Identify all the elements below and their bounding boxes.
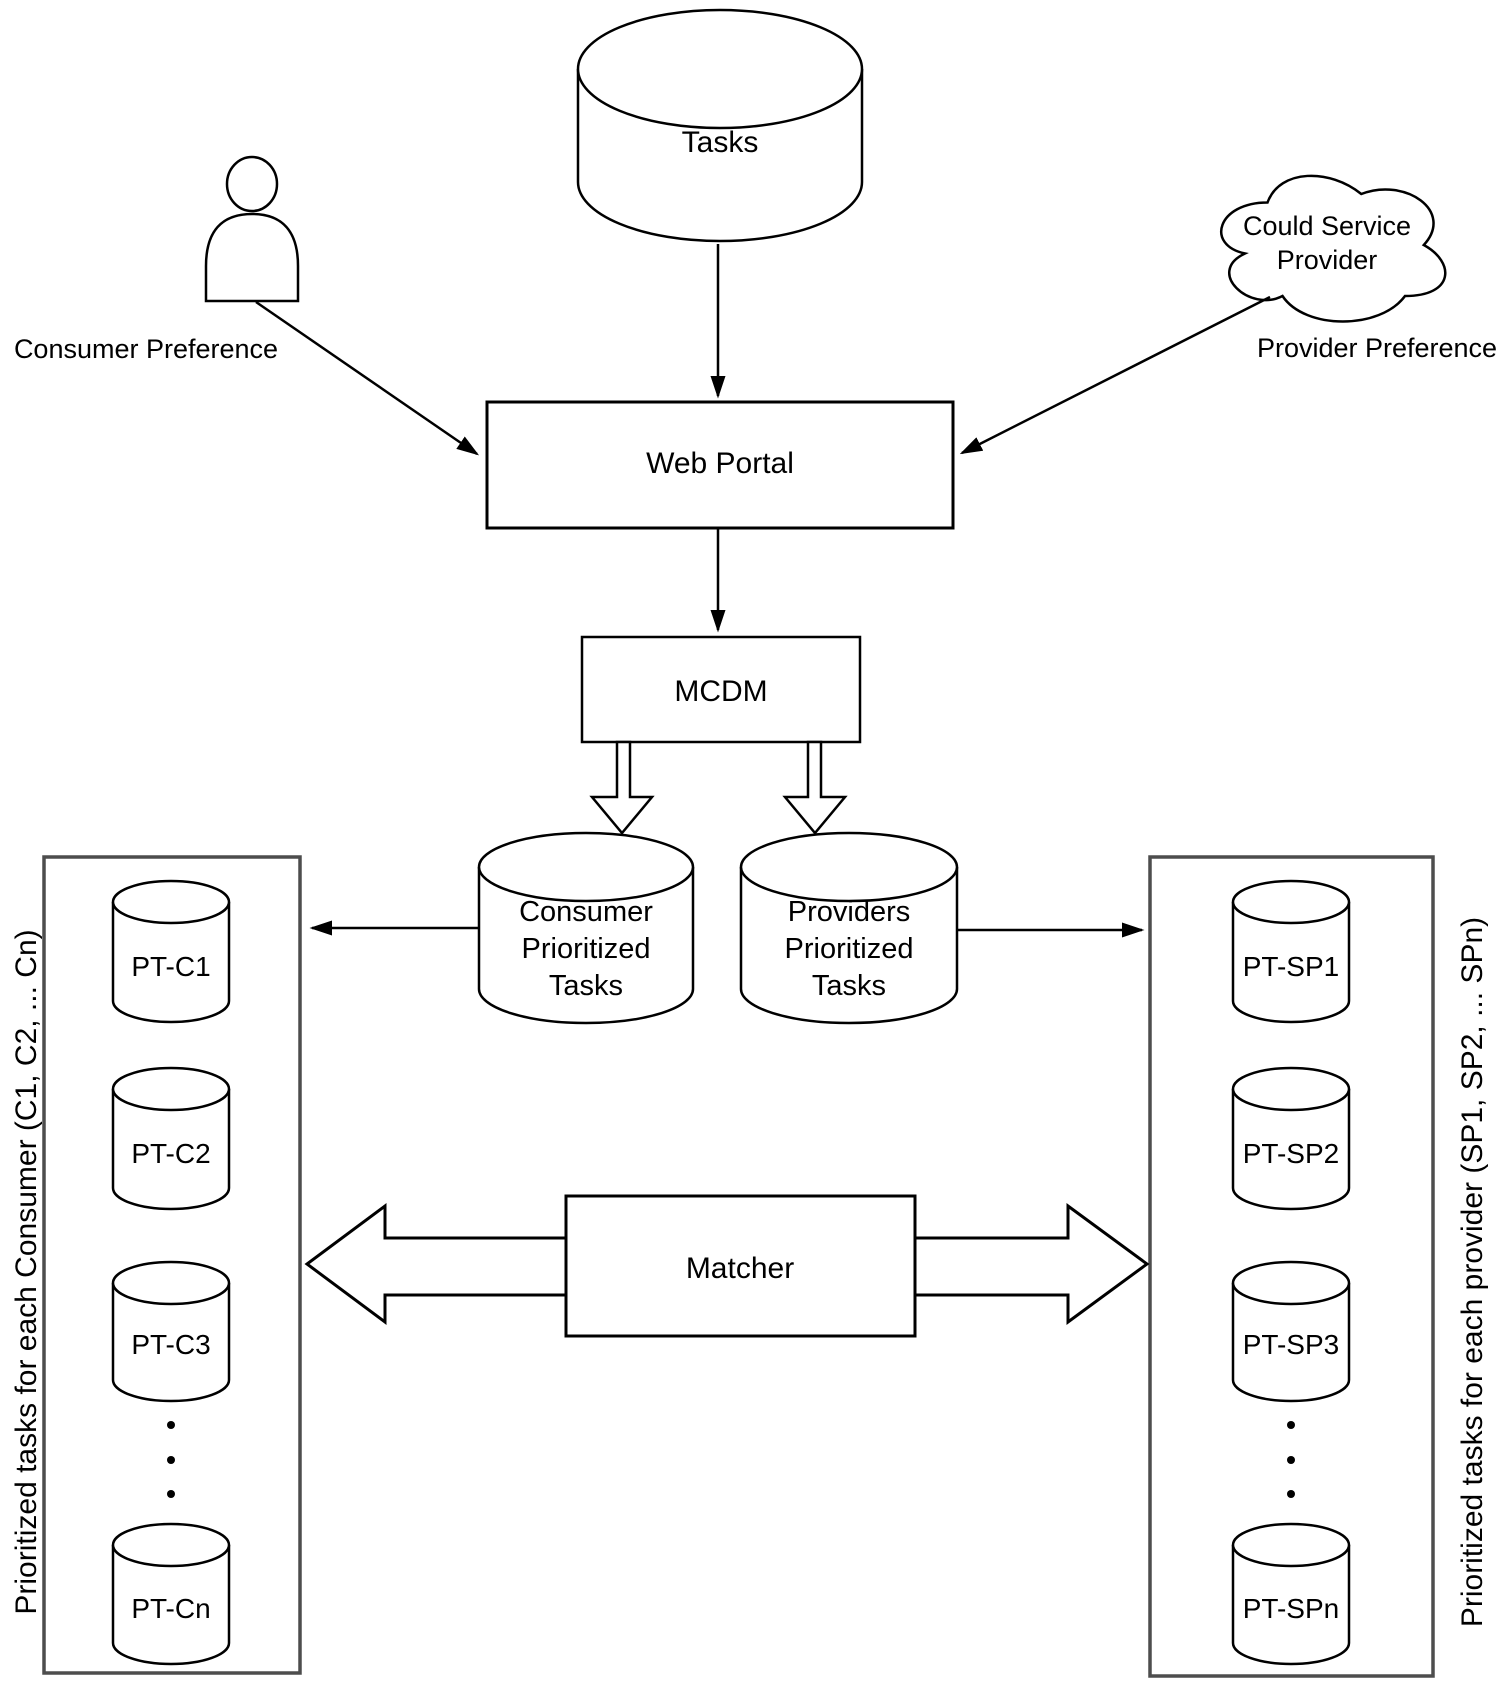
tasks-label: Tasks	[681, 126, 759, 159]
pt-sp3-cylinder	[1233, 1262, 1349, 1401]
providers-db-line1: Providers	[787, 896, 911, 928]
pt-c3-label: PT-C3	[131, 1329, 211, 1360]
cloud-icon	[1221, 176, 1445, 322]
consumer-db-line1: Consumer	[519, 896, 653, 928]
pt-cn-label: PT-Cn	[131, 1593, 211, 1624]
providers-db-line3: Tasks	[811, 970, 887, 1002]
pt-c2-cylinder	[113, 1068, 229, 1209]
provider-preference-label: Provider Preference	[1256, 333, 1498, 363]
pt-sp2-cylinder	[1233, 1068, 1349, 1209]
cloud-label-line2: Provider	[1276, 245, 1378, 275]
mcdm-label: MCDM	[674, 675, 768, 708]
consumer-prioritized-cylinder	[479, 833, 693, 1023]
arrow-provider-to-webportal	[962, 297, 1270, 453]
pt-c3-cylinder	[113, 1262, 229, 1401]
pt-cn-cylinder	[113, 1524, 229, 1664]
pt-spn-cylinder	[1233, 1524, 1349, 1664]
tasks-cylinder	[578, 10, 862, 241]
pt-sp1-label: PT-SP1	[1242, 951, 1340, 982]
pt-c1-cylinder	[113, 881, 229, 1022]
consumer-preference-label: Consumer Preference	[13, 334, 279, 364]
block-arrow-mcdm-to-providers-db	[785, 742, 845, 833]
consumer-db-line2: Prioritized	[521, 933, 651, 965]
consumer-side-label: Prioritized tasks for each Consumer (C1, C2, ... Cn)	[10, 929, 43, 1615]
cloud-label-line1: Could Service	[1242, 211, 1412, 241]
pt-spn-label: PT-SPn	[1242, 1593, 1340, 1624]
pt-sp3-label: PT-SP3	[1242, 1329, 1340, 1360]
block-arrow-mcdm-to-consumer-db	[592, 742, 652, 833]
person-icon	[206, 157, 298, 301]
pt-c2-label: PT-C2	[131, 1138, 211, 1169]
providers-db-line2: Prioritized	[784, 933, 914, 965]
matcher-block-arrow-left	[307, 1206, 566, 1322]
web-portal-label: Web Portal	[646, 447, 794, 480]
pt-c1-label: PT-C1	[131, 951, 211, 982]
pt-sp2-label: PT-SP2	[1242, 1138, 1340, 1169]
matcher-label: Matcher	[685, 1252, 795, 1285]
arrow-consumer-to-webportal	[256, 302, 477, 454]
providers-prioritized-cylinder	[741, 833, 957, 1023]
provider-side-label: Prioritized tasks for each provider (SP1, SP2, ... SPn)	[1456, 916, 1489, 1628]
pt-sp1-cylinder	[1233, 881, 1349, 1022]
matcher-block-arrow-right	[915, 1206, 1147, 1322]
consumer-db-line3: Tasks	[548, 970, 624, 1002]
